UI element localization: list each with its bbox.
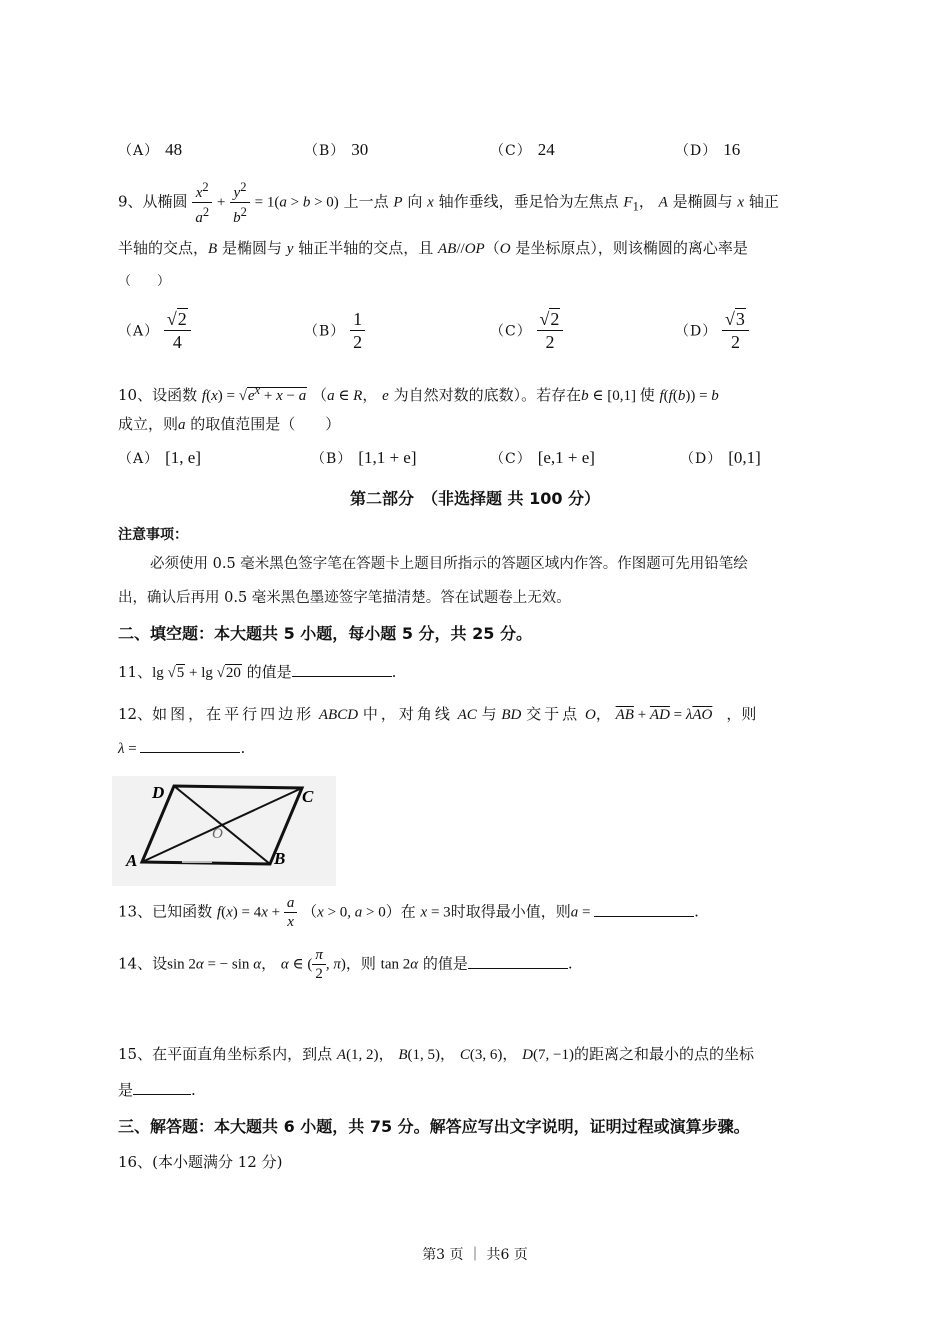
- q15-line2: 是 .: [118, 1081, 196, 1099]
- q12-line1: 12、如图，在平行四边形 ABCD 中，对角线 AC 与 BD 交于点 O， $\overline{AB} + \overline{AD} = \lambda\overline{AO}$ ，则: [118, 705, 757, 723]
- q9-option-c: （C） $\frac{√2}{2}$: [490, 308, 563, 353]
- notice-line2: 出，确认后再用 0.5 毫米黑色墨迹签字笔描清楚。答在试题卷上无效。: [118, 590, 571, 606]
- q9-line1: 9、从椭圆 $\frac{x^2}{a^2}$ + $\frac{y^2}{b^2}$ = 1(a > b > 0) 上一点 P 向 x 轴作垂线，垂足恰为左焦点 $F_1$， A 是椭圆与 x 轴正: [118, 180, 779, 226]
- q10-option-d: （D） [0,1]: [680, 448, 761, 467]
- q8-option-b: （B） 30: [304, 140, 369, 159]
- q9-option-a: （A） $\frac{√2}{4}$: [118, 308, 191, 353]
- q10-line2: 成立，则a 的取值范围是（ ）: [118, 415, 341, 433]
- q16: 16、(本小题满分 12 分): [118, 1153, 283, 1171]
- q10-line1: 10、设函数 $f(x) = √e^x + x - a$ （a ∈ R， e 为自然对数的底数）。若存在b ∈ [0,1] 使 f(f(b)) = b: [118, 383, 719, 404]
- q10-option-a: （A） [1, e]: [118, 448, 201, 467]
- q12-line2: λ = .: [118, 739, 246, 757]
- q9-option-d: （D） $\frac{√3}{2}$: [675, 308, 749, 353]
- page-footer: 第3 页 ｜ 共6 页: [422, 1247, 528, 1263]
- notice-title: 注意事项：: [118, 527, 188, 543]
- label-c: C: [302, 787, 314, 806]
- section2-title: 二、填空题：本大题共 5 小题，每小题 5 分，共 25 分。: [118, 624, 532, 643]
- q9-option-b: （B） $\frac{1}{2}$: [304, 308, 365, 353]
- q8-option-a: （A） 48: [118, 140, 183, 159]
- q15-line1: 15、在平面直角坐标系内，到点 A(1, 2)， B(1, 5)， C(3, 6)， D(7, −1)的距离之和最小的点的坐标: [118, 1045, 754, 1063]
- label-d: D: [152, 783, 165, 802]
- q10-option-c: （C） [e,1 + e]: [490, 448, 595, 467]
- label-b: B: [274, 849, 286, 868]
- q13: 13、已知函数 f(x) = 4x + $\frac{a}{x}$ （x > 0, a > 0）在 x = 3时取得最小值，则a = .: [118, 895, 699, 930]
- q9-options: [118, 308, 838, 364]
- q10-option-b: （B） [1,1 + e]: [311, 448, 417, 467]
- label-a: A: [126, 851, 138, 870]
- q11: 11、lg √5 + lg √20 的值是 .: [118, 663, 397, 681]
- q8-option-d: （D） 16: [675, 140, 741, 159]
- q14: 14、设sin 2α = − sin α， α ∈ ( $\frac{\pi}{2}$ , π)，则 tan 2α 的值是 .: [118, 947, 573, 982]
- section3-title: 三、解答题：本大题共 6 小题，共 75 分。解答应写出文字说明，证明过程或演算步骤。: [118, 1117, 750, 1136]
- q9-line2: 半轴的交点，B 是椭圆与 y 轴正半轴的交点，且 AB//OP（O 是坐标原点），则该椭圆的离心率是: [118, 239, 748, 257]
- q8-option-c: （C） 24: [490, 140, 555, 159]
- parallelogram-figure: [112, 776, 336, 886]
- label-o: O: [212, 826, 223, 842]
- notice-line1: 必须使用 0.5 毫米黑色签字笔在答题卡上题目所指示的答题区域内作答。作图题可先用铅笔绘: [150, 556, 748, 572]
- parallelogram-diagram: [112, 776, 336, 886]
- q9-paren: （ ）: [118, 274, 171, 289]
- part2-title: 第二部分 （非选择题 共 100 分）: [349, 489, 601, 508]
